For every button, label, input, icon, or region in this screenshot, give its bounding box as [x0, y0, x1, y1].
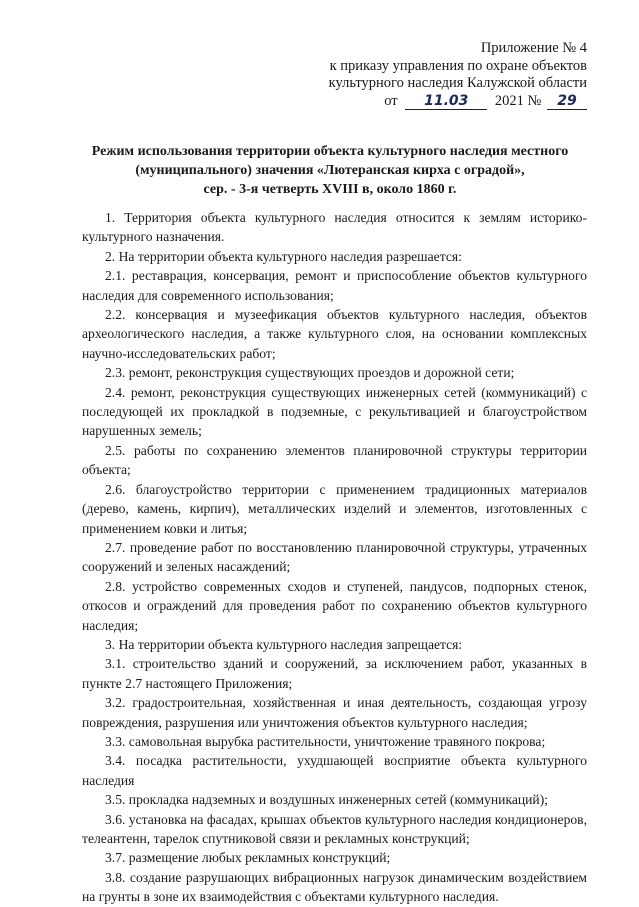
paragraph: 2.4. ремонт, реконструкция существующих инженерных сетей (коммуникаций) с последующей их прокладкой в подземные, с рекультивацией и благоустройством нарушенных земель;	[82, 384, 587, 439]
paragraph: 3.1. строительство зданий и сооружений, за исключением работ, указанных в пункте 2.7 настоящего Приложения;	[82, 656, 587, 691]
title-line-2: (муниципального) значения «Лютеранская кирха с оградой»,	[135, 163, 525, 178]
order-date-line	[267, 93, 587, 111]
paragraph: 3.8. создание разрушающих вибрационных нагрузок динамическим воздействием на грунты в зоне их взаимодействия с объектами культурного наследия.	[82, 869, 587, 905]
paragraph: 2.8. устройство современных сходов и ступеней, пандусов, подпорных стенок, откосов и ограждений для проведения работ по сохранению объектов культурного наследия;	[82, 578, 587, 633]
paragraph: 3.2. градостроительная, хозяйственная и иная деятельность, создающая угрозу повреждения, разрушения или уничтожения объектов культурного наследия;	[82, 695, 587, 730]
paragraph: 2. На территории объекта культурного наследия разрешается:	[105, 248, 462, 264]
paragraph: 3. На территории объекта культурного наследия запрещается:	[105, 636, 463, 652]
date-prefix: от	[384, 92, 398, 109]
paragraph: 2.1. реставрация, консервация, ремонт и приспособление объектов культурного наследия для современного использования;	[82, 268, 587, 303]
title-line-3: сер. - 3-я четверть XVIII в, около 1860 г.	[203, 182, 457, 197]
handwritten-order-number: 29	[547, 94, 587, 110]
paragraph: 3.3. самовольная вырубка растительности, уничтожение травяного покрова;	[105, 733, 546, 749]
document-body	[82, 208, 587, 907]
document-title	[60, 142, 600, 199]
paragraph: 2.3. ремонт, реконструкция существующих проездов и дорожной сети;	[105, 365, 515, 381]
paragraph: 3.4. посадка растительности, ухудшающей восприятие объекта культурного наследия	[82, 753, 587, 788]
order-year-label: 2021 №	[494, 92, 542, 109]
paragraph: 1. Территория объекта культурного наследия относится к землям историко-культурного назначения.	[82, 210, 587, 245]
paragraph: 3.7. размещение любых рекламных конструкций;	[105, 850, 391, 866]
appendix-number: Приложение № 4	[480, 40, 587, 56]
paragraph: 2.5. работы по сохранению элементов планировочной структуры территории объекта;	[82, 442, 587, 478]
paragraph: 2.2. консервация и музеефикация объектов культурного наследия, объектов археологического наследия, а также культурного слоя, на основании комплексных научно-исследовательских работ;	[82, 307, 587, 361]
order-reference-line-1: к приказу управления по охране объектов	[329, 57, 587, 74]
appendix-header	[267, 40, 587, 110]
paragraph: 3.6. установка на фасадах, крышах объектов культурного наследия кондиционеров, телеантенн, тарелок спутниковой связи и рекламных конструкций;	[82, 811, 587, 846]
paragraph: 3.5. прокладка надземных и воздушных инженерных сетей (коммуникаций);	[105, 792, 549, 808]
order-reference-line-2: культурного наследия Калужской области	[328, 75, 587, 91]
title-line-1: Режим использования территории объекта культурного наследия местного	[91, 144, 569, 159]
handwritten-date: 11.03	[405, 94, 487, 110]
paragraph: 2.7. проведение работ по восстановлению планировочной структуры, утраченных сооружений и зеленых насаждений;	[82, 539, 587, 575]
paragraph: 2.6. благоустройство территории с применением традиционных материалов (дерево, камень, кирпич), металлических изделий и элементов, изготовленных с применением ковки и литья;	[82, 481, 587, 536]
